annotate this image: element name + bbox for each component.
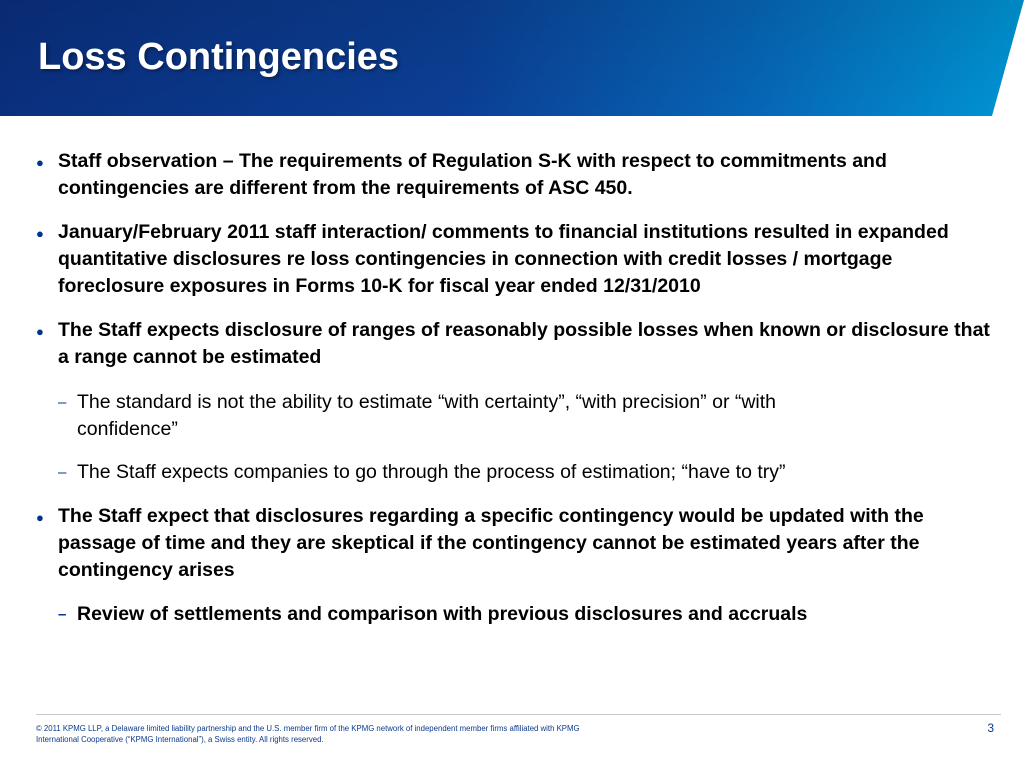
dash-marker-icon: –: [58, 464, 67, 481]
bullet-item: [36, 219, 1001, 300]
dash-marker-icon: –: [58, 606, 67, 623]
footer-copyright: [36, 723, 676, 745]
page-number: 3: [987, 721, 994, 735]
slide-title: Loss Contingencies: [38, 36, 400, 78]
sub-bullet-text: Review of settlements and comparison with previous disclosures and accruals: [77, 603, 808, 625]
bullet-text: The Staff expect that disclosures regarding a specific contingency would be updated with the passage of time and they are skeptical if the contingency cannot be estimated years after the contingency arises: [58, 505, 924, 581]
bullet-dot-icon: ●: [36, 324, 44, 339]
bullet-text: The Staff expects disclosure of ranges of reasonably possible losses when known or disclosure that a range cannot be estimated: [58, 319, 990, 368]
bullet-dot-icon: ●: [36, 155, 44, 170]
bullet-text: Staff observation – The requirements of Regulation S-K with respect to commitments and contingencies are different from the requirements of ASC 450.: [58, 150, 887, 199]
bullet-item: [36, 503, 1001, 584]
bullet-dot-icon: ●: [36, 226, 44, 241]
bullet-text: January/February 2011 staff interaction/ comments to financial institutions resulted in expanded quantitative disclosures re loss contingencies in connection with credit losses / mortgage foreclosure exposures in Forms 10-K for fiscal year ended 12/31/2010: [58, 221, 949, 297]
sub-bullet-text: The standard is not the ability to estimate “with certainty”, “with precision” or “with confidence”: [77, 391, 777, 440]
bullet-item: [36, 148, 1001, 202]
sub-bullet-text: The Staff expects companies to go through the process of estimation; “have to try”: [77, 461, 786, 483]
bullet-list: [36, 148, 1001, 628]
title-banner: [0, 0, 1024, 116]
dash-marker-icon: –: [58, 394, 67, 411]
footer-divider: [36, 714, 1001, 715]
sub-bullet-item: [36, 389, 1001, 443]
copyright-line-1: © 2011 KPMG LLP, a Delaware limited liability partnership and the U.S. member firm of the KPMG network of independent member firms affiliated with KPMG: [36, 724, 580, 733]
bullet-item: [36, 317, 1001, 371]
bullet-dot-icon: ●: [36, 510, 44, 525]
copyright-line-2: International Cooperative (“KPMG International”), a Swiss entity. All rights reserved.: [36, 735, 324, 744]
sub-bullet-item: [36, 601, 1001, 628]
sub-bullet-item: [36, 459, 1001, 486]
